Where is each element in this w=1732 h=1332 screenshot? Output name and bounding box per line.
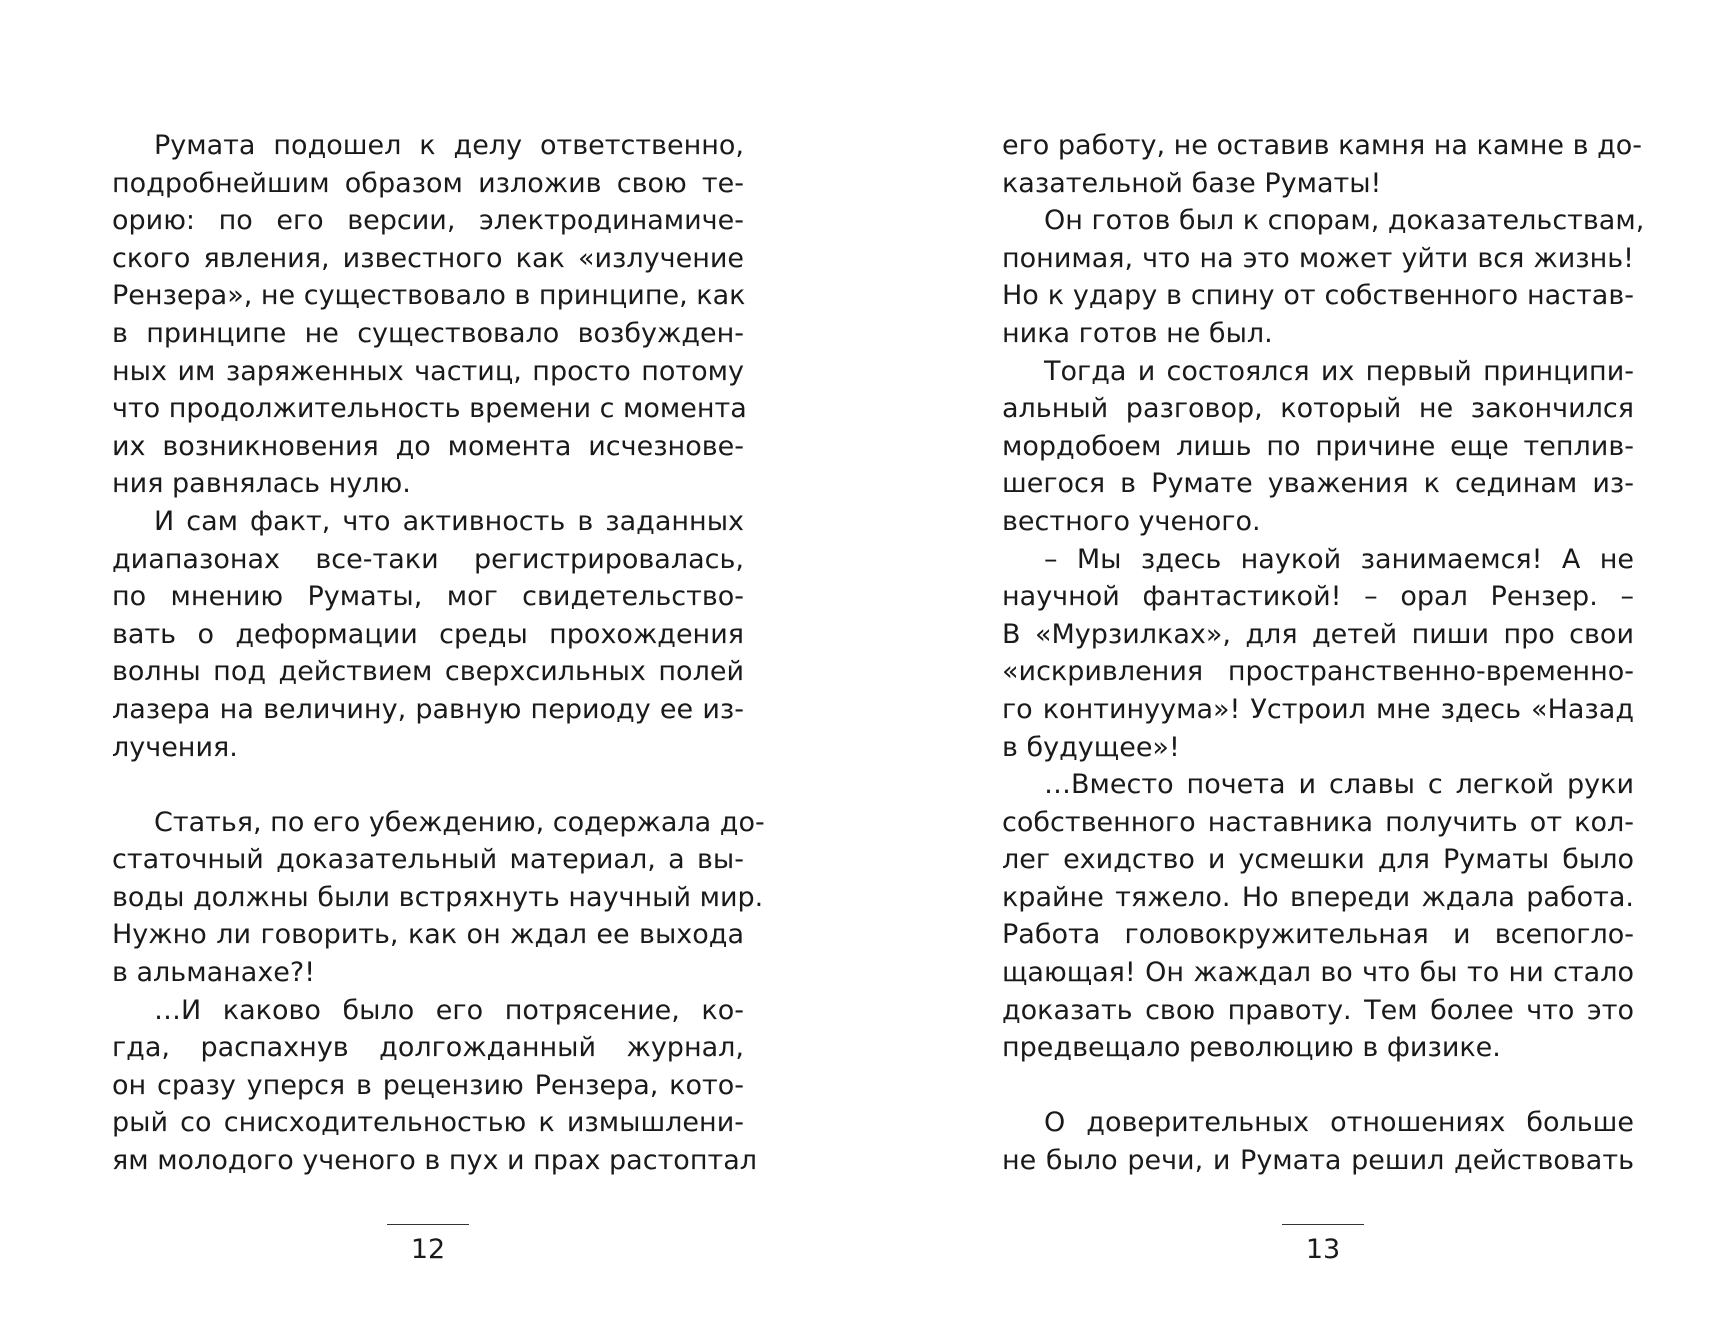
left-page-text-line: ния равнялась нулю.	[112, 468, 411, 500]
left-page-text-line: подробнейшим образом изложив свою те-	[112, 167, 744, 199]
left-page-text-line: орию: по его версии, электродинамиче-	[112, 205, 744, 237]
right-page-text-line: щающая! Он жаждал во что бы то ни стало	[1002, 957, 1634, 989]
left-page-text-line: гда, распахнув долгожданный журнал,	[112, 1032, 744, 1064]
left-page-text-line: диапазонах все-таки регистрировалась,	[112, 543, 744, 575]
right-page-text-line: Тогда и состоялся их первый принципи-	[1044, 355, 1634, 387]
left-page-text-line: Рензера», не существовало в принципе, как	[112, 280, 746, 312]
right-page-text-line: О доверительных отношениях больше	[1044, 1107, 1634, 1139]
right-page-text-line: Но к удару в спину от собственного настав-	[1002, 280, 1634, 312]
left-page-text-line: …И каково было его потрясение, ко-	[154, 994, 744, 1026]
right-page-text-line: крайне тяжело. Но впереди ждала работа.	[1002, 881, 1634, 913]
right-page-text-line: «искривления пространственно-временно-	[1002, 656, 1634, 688]
left-page-text-line: статочный доказательный материал, а вы-	[112, 844, 744, 876]
right-page-text-line: альный разговор, который не закончился	[1002, 393, 1634, 425]
left-page-text-line: вать о деформации среды прохождения	[112, 618, 744, 650]
left-page-text-line: лазера на величину, равную периоду ее из-	[112, 693, 744, 725]
right-page-text-line: Он готов был к спорам, доказательствам,	[1044, 205, 1645, 237]
right-page-text-line: казательной базе Руматы!	[1002, 167, 1382, 199]
right-page	[866, 0, 1732, 1332]
left-page-text-line: по мнению Руматы, мог свидетельство-	[112, 581, 744, 613]
right-page-text-line: вестного ученого.	[1002, 505, 1261, 537]
left-page-text-line: их возникновения до момента исчезнове-	[112, 430, 744, 462]
left-page-text-line: ных им заряженных частиц, просто потому	[112, 355, 744, 387]
right-page-number: 13	[1305, 1234, 1341, 1265]
left-page-text-line: рый со снисходительностью к измышлени-	[112, 1107, 744, 1139]
right-page-text-line: понимая, что на это может уйти вся жизнь!	[1002, 242, 1634, 274]
left-page-text-line: в альманахе?!	[112, 957, 316, 989]
right-page-text-line: предвещало революцию в физике.	[1002, 1032, 1501, 1064]
left-page-text-line: Нужно ли говорить, как он ждал ее выхода	[112, 919, 744, 951]
right-page-text-line: мордобоем лишь по причине еще теплив-	[1002, 430, 1634, 462]
left-page-text	[112, 127, 765, 1180]
left-page-text-line: что продолжительность времени с момента	[112, 393, 747, 425]
right-page-text-line: не было речи, и Румата решил действовать	[1002, 1145, 1634, 1177]
right-page-text-line: В «Мурзилках», для детей пиши про свои	[1002, 618, 1634, 650]
left-page-text-line: в принципе не существовало возбужден-	[112, 317, 744, 349]
right-page-text-line: его работу, не оставив камня на камне в до-	[1002, 130, 1643, 161]
right-page-text-line: научной фантастикой! – орал Рензер. –	[1002, 581, 1634, 613]
left-page-text-line: он сразу уперся в рецензию Рензера, кото-	[112, 1069, 744, 1101]
left-page-number: 12	[410, 1234, 446, 1265]
left-page-text-line: ям молодого ученого в пух и прах растоптал	[112, 1145, 758, 1177]
right-page-text-line: лег ехидство и усмешки для Руматы было	[1002, 844, 1634, 876]
right-page-text-line: …Вместо почета и славы с легкой руки	[1044, 769, 1634, 801]
right-page-text-line: – Мы здесь наукой занимаемся! А не	[1044, 543, 1634, 575]
left-folio-rule	[387, 1224, 469, 1225]
left-page-text-line: волны под действием сверхсильных полей	[112, 656, 744, 688]
right-page-text-line: доказать свою правоту. Тем более что это	[1002, 994, 1634, 1026]
left-page-text-line: воды должны были встряхнуть научный мир.	[112, 881, 764, 913]
right-page-text-line: го континуума»! Устроил мне здесь «Назад	[1002, 693, 1634, 725]
right-page-paragraph-gap	[1002, 1067, 1634, 1105]
left-page-text-line: лучения.	[112, 731, 238, 763]
left-page-paragraph-gap	[112, 766, 744, 804]
right-page-text-line: шегося в Румате уважения к сединам из-	[1002, 468, 1634, 500]
right-page-text-line: ника готов не был.	[1002, 317, 1273, 349]
right-page-text-line: собственного наставника получить от кол-	[1002, 806, 1634, 838]
right-page-text-line: в будущее»!	[1002, 731, 1180, 763]
left-page-text-line: Румата подошел к делу ответственно,	[154, 130, 744, 161]
left-page-text-line: Статья, по его убеждению, содержала до-	[154, 806, 765, 838]
left-page-text-line: ского явления, известного как «излучение	[112, 242, 744, 274]
right-page-text	[1002, 127, 1645, 1180]
left-page-text-line: И сам факт, что активность в заданных	[154, 505, 744, 537]
right-page-text-line: Работа головокружительная и всепогло-	[1002, 919, 1634, 951]
right-folio-rule	[1282, 1224, 1364, 1225]
